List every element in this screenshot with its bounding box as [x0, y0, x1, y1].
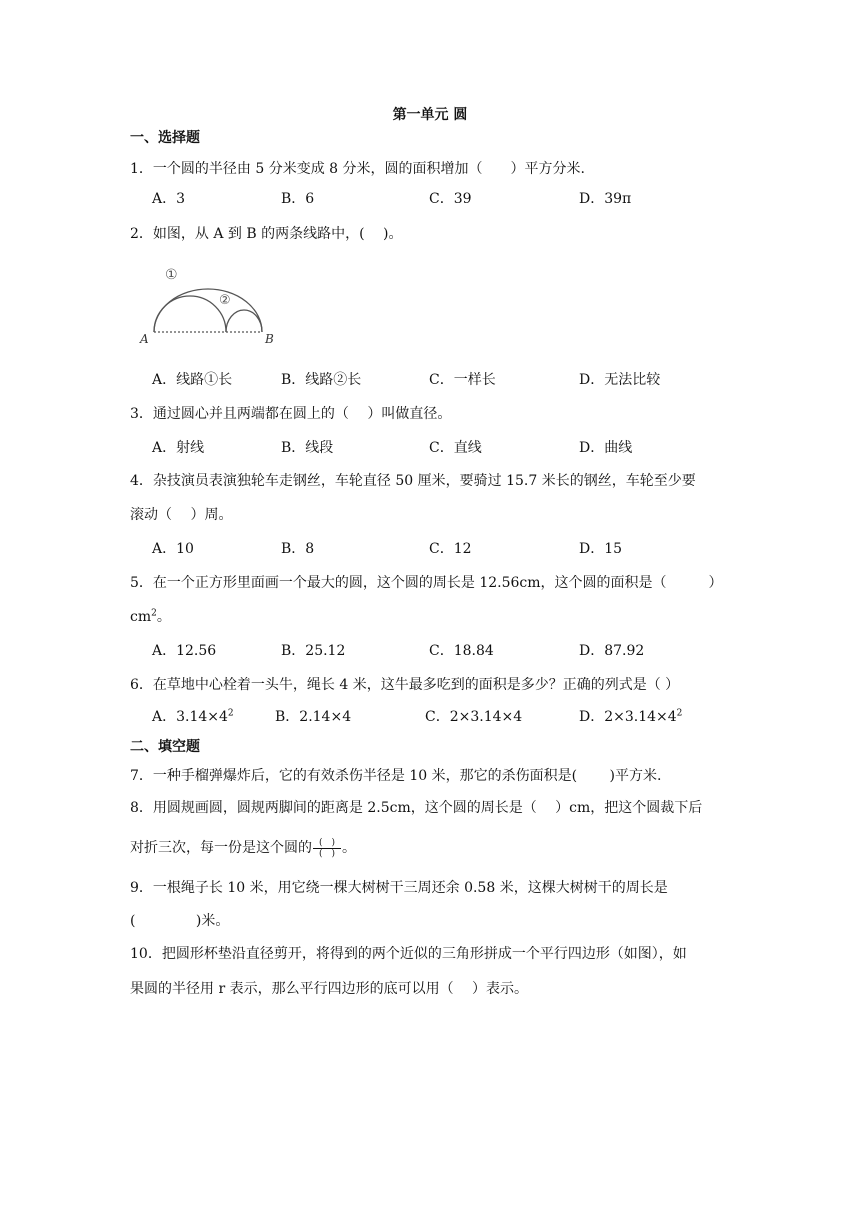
- section-heading-choice: 一、选择题: [130, 130, 200, 146]
- route-1-marker: ①: [165, 267, 178, 283]
- question-8-text-line1: 8．用圆规画圆，圆规两脚间的距离是 2.5cm，这个圆的周长是（ ）cm，把这个圆裁下后: [130, 800, 703, 816]
- route-2-marker: ②: [219, 293, 231, 308]
- question-3-option-a: A．射线: [152, 440, 205, 456]
- question-6-option-b: B．2.14×4: [275, 709, 352, 725]
- question-2-option-c: C．一样长: [429, 372, 496, 388]
- unit-exponent: 2: [151, 608, 157, 619]
- question-3-option-c: C．直线: [429, 440, 482, 456]
- label-b: B: [265, 332, 274, 346]
- fraction-denominator: ( ): [319, 848, 336, 859]
- question-3-option-b: B．线段: [281, 440, 334, 456]
- question-5-option-d: D．87.92: [579, 643, 645, 659]
- question-4-option-a: A．10: [152, 541, 194, 557]
- question-6-text: 6．在草地中心栓着一头牛，绳长 4 米，这牛最多吃到的面积是多少？正确的列式是（ ）: [130, 677, 680, 693]
- question-1-option-a: A．3: [152, 191, 186, 207]
- question-1-option-d: D．39π: [579, 191, 632, 207]
- option-d-base: D．2×3.14×4: [579, 709, 677, 725]
- question-3-option-d: D．曲线: [579, 440, 633, 456]
- question-4-option-c: C．12: [429, 541, 472, 557]
- unit-cm: cm: [130, 609, 152, 625]
- question-10-text-line1: 10．把圆形杯垫沿直径剪开，将得到的两个近似的三角形拼成一个平行四边形（如图），如: [130, 946, 687, 962]
- question-2-option-b: B．线路②长: [281, 372, 362, 388]
- question-8-text-line2: [130, 836, 356, 860]
- question-2-text: 2．如图，从 A 到 B 的两条线路中，( )。: [130, 226, 403, 242]
- option-a-base: A．3.14×4: [152, 709, 228, 725]
- question-10-text-line2: 果圆的半径用 r 表示，那么平行四边形的底可以用（ ）表示。: [130, 981, 529, 997]
- question-5-text-line2: [130, 607, 171, 627]
- option-a-exponent: 2: [227, 708, 234, 719]
- question-5-option-a: A．12.56: [152, 643, 217, 659]
- route-2-arc-large: [154, 296, 226, 332]
- question-2-option-a: A．线路①长: [152, 372, 233, 388]
- section-heading-fill: 二、填空题: [130, 739, 200, 755]
- page-title: 第一单元 圆: [392, 107, 468, 123]
- label-a: A: [140, 332, 149, 346]
- option-d-exponent: 2: [676, 708, 683, 719]
- question-5-text-line1: 5．在一个正方形里面画一个最大的圆，这个圆的周长是 12.56cm，这个圆的面积是（ ）: [130, 575, 723, 591]
- question-6-option-a: [152, 707, 234, 727]
- question-1-text: 1．一个圆的半径由 5 分米变成 8 分米，圆的面积增加（ ）平方分米.: [130, 161, 585, 177]
- question-5-option-c: C．18.84: [429, 643, 494, 659]
- question-6-option-d: [579, 707, 682, 727]
- question-1-option-c: C．39: [429, 191, 472, 207]
- question-7-text: 7．一种手榴弹爆炸后，它的有效杀伤半径是 10 米，那它的杀伤面积是( )平方米.: [130, 768, 662, 784]
- question-9-text-line1: 9．一根绳子长 10 米，用它绕一棵大树树干三周还余 0.58 米，这棵大树树干的周长是: [130, 880, 668, 896]
- fraction-numerator: ( ): [313, 838, 341, 849]
- question-4-option-b: B．8: [281, 541, 315, 557]
- question-2-option-d: D．无法比较: [579, 372, 661, 388]
- question-8-end: 。: [342, 840, 357, 856]
- question-4-text-line1: 4．杂技演员表演独轮车走钢丝，车轮直径 50 厘米，要骑过 15.7 米长的钢丝，车轮至少要: [130, 473, 696, 489]
- sentence-end: 。: [156, 609, 171, 625]
- question-5-option-b: B．25.12: [281, 643, 346, 659]
- route-arcs-figure: [132, 260, 292, 350]
- question-4-text-line2: 滚动（ ）周。: [130, 507, 233, 523]
- question-1-option-b: B．6: [281, 191, 315, 207]
- question-9-text-line2: ( )米。: [130, 913, 230, 929]
- question-4-option-d: D．15: [579, 541, 623, 557]
- question-3-text: 3．通过圆心并且两端都在圆上的（ ）叫做直径。: [130, 406, 452, 422]
- question-6-option-c: C．2×3.14×4: [425, 709, 523, 725]
- blank-fraction: [313, 838, 341, 859]
- question-8-lead: 对折三次，每一份是这个圆的: [130, 840, 312, 856]
